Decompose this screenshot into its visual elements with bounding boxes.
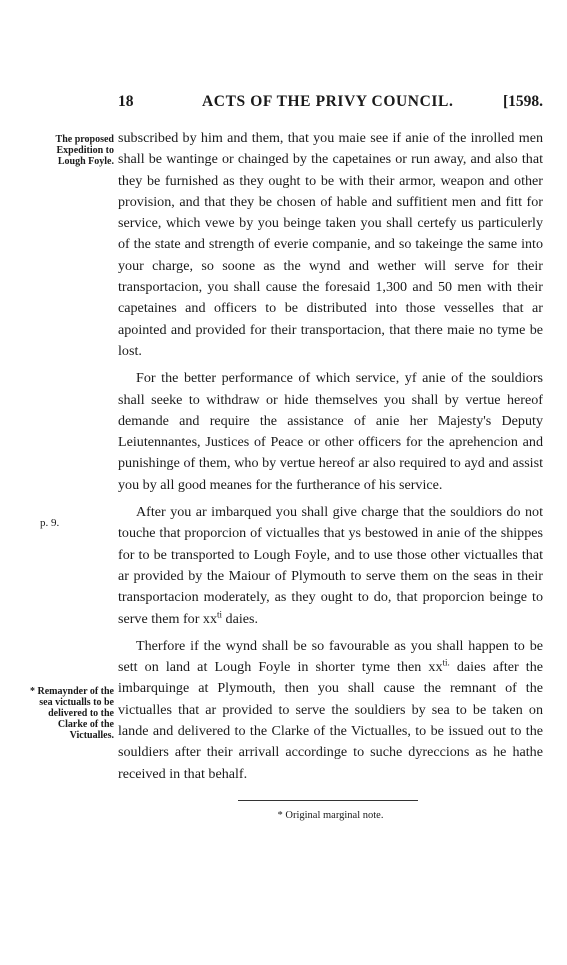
margin-note-expedition: The proposed Expedition to Lough Foyle. bbox=[55, 134, 114, 167]
body-text bbox=[118, 128, 543, 785]
margin-note-remaynder: * Remaynder of the sea victualls to be delivered to the Clarke of the Victualles. bbox=[30, 686, 114, 741]
footnote: * Original marginal note. bbox=[277, 810, 384, 821]
paragraph-1: subscribed by him and them, that you maie see if anie of the inrolled men shall be wantinge or chainged by the capetaines or run away, and also that they be furnished as they ought to be with their armor, weapon and other provision, and that they be chosen of hable and suffitient men and fitt for service, which vewe by you beinge taken you shall certefy us particulerly of the state and strength of everie companie, and so takeinge the same into your charge, so soone as the wynd and wether will serve for their transportacion, you shall cause the foresaid 1,300 and 50 men with their capetaines and officers to be distributed into those vesselles that ar apointed and provided for their transportacion, that there maie no tyme be lost. bbox=[118, 130, 543, 359]
footnote-rule bbox=[238, 800, 418, 801]
paragraph-3: After you ar imbarqued you shall give charge that the souldiors do not touche that proporcion of victualles that ys bestowed in anie of the shippes for to be transported to Lough Foyle, and to use those other victualles that ar provided by the Maiour of Plymouth to serve them on the seas in their transportacion moderately, as they ought to do, that proporcion beinge to serve them for $xx^{ti}$ daies. bbox=[118, 504, 543, 627]
running-header bbox=[118, 93, 543, 113]
running-title: ACTS OF THE PRIVY COUNCIL. bbox=[202, 93, 454, 110]
paragraph-2: For the better performance of which service, yf anie of the souldiors shall seeke to withdraw or hide themselves you shall by vertue hereof demande and require the assistance of anie her Majesty's Deputy Leiutennantes, Justices of Peace or other officers for the aprehencion and punishinge of them, who by vertue hereof ar also required to ayd and assist you by all good meanes for the furtherance of his service. bbox=[118, 370, 543, 493]
paragraph-4: Therfore if the wynd shall be so favourable as you shall happen to be sett on land at Lough Foyle in shorter tyme then $xx^{ti.}$ daies after the imbarquinge at Plymouth, then you shall cause the remnant of the victualles that ar provided to serve the souldiers by sea to be taken on lande and delivered to the Clarke of the Victualles, to be issued out to the souldiers after their arrivall accordinge to suche dyreccions as he hathe received in that behalf. bbox=[118, 637, 544, 782]
year-marker: [1598. bbox=[502, 93, 543, 110]
page-number: 18 bbox=[118, 93, 134, 110]
margin-page-reference: p. 9. bbox=[40, 517, 60, 529]
